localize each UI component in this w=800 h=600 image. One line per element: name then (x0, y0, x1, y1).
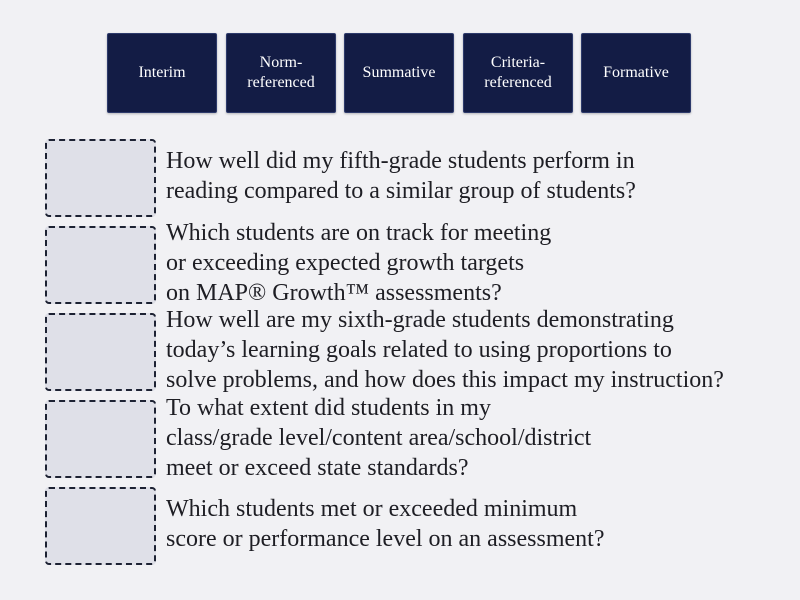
tile-summative[interactable] (344, 33, 454, 113)
tile-label: Formative (603, 64, 669, 81)
tile-label: Interim (138, 64, 186, 81)
drop-zone-4[interactable] (45, 400, 156, 478)
drop-zone-1[interactable] (45, 139, 156, 217)
question-1: How well did my fifth-grade students perform in reading compared to a similar group of students? (166, 148, 636, 204)
question-4: To what extent did students in my class/grade level/content area/school/district meet or exceed state standards? (166, 395, 592, 481)
tile-label: Summative (362, 64, 436, 81)
drop-zone-5[interactable] (45, 487, 156, 565)
tile-label: Criteria- referenced (484, 54, 552, 91)
tile-interim[interactable] (107, 33, 217, 113)
tile-norm-referenced[interactable] (226, 33, 336, 113)
question-3: How well are my sixth-grade students demonstrating today’s learning goals related to using proportions to solve problems, and how does this impact my instruction? (166, 307, 724, 393)
tile-label: Norm- referenced (247, 54, 315, 91)
drop-zone-3[interactable] (45, 313, 156, 391)
tile-criteria-referenced[interactable] (463, 33, 573, 113)
tile-formative[interactable] (581, 33, 691, 113)
question-5: Which students met or exceeded minimum score or performance level on an assessment? (166, 496, 605, 552)
drop-zone-2[interactable] (45, 226, 156, 304)
question-2: Which students are on track for meeting or exceeding expected growth targets on MAP® Growth™ assessments? (166, 220, 552, 306)
